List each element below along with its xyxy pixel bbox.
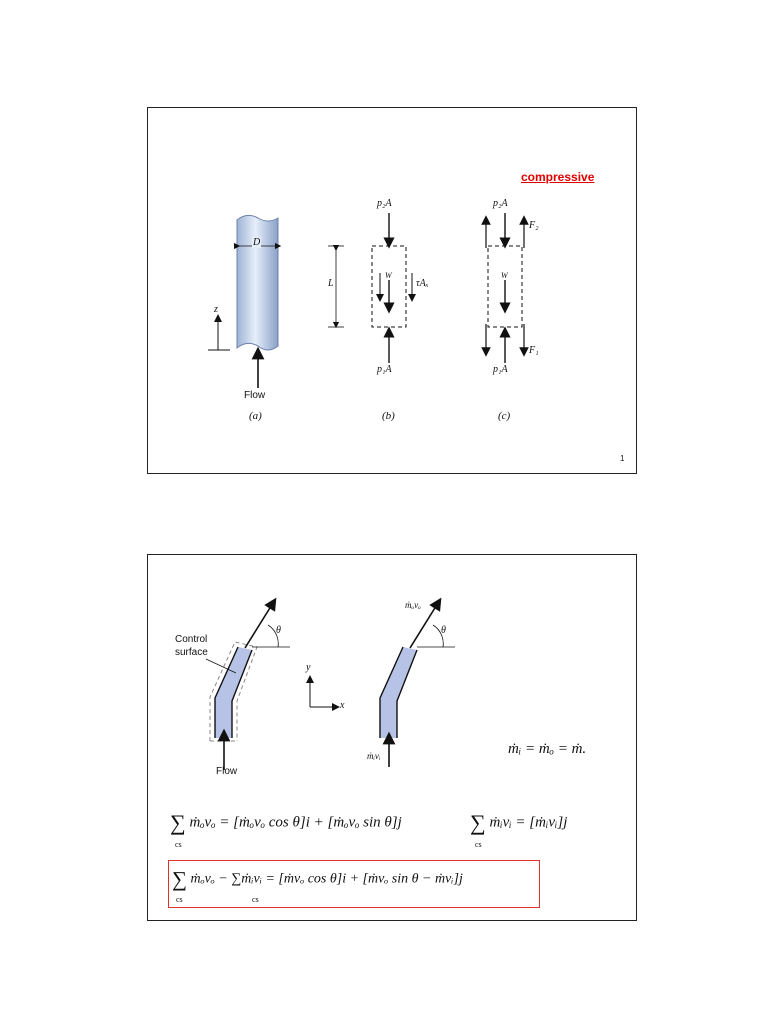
control-surface-label: [175, 633, 208, 659]
control-label-line2: surface: [175, 647, 208, 658]
pipe-body: [237, 215, 278, 350]
weight-label-c: W: [501, 271, 508, 280]
inlet-equation-text: ṁᵢvᵢ = [ṁᵢvᵢ]j: [489, 814, 568, 831]
y-axis-label: y: [306, 662, 311, 673]
page-number: 1: [620, 454, 625, 463]
right-nozzle-fill: [380, 647, 417, 738]
flow-label-a: Flow: [244, 390, 266, 401]
outlet-sum-subscript: cs: [175, 840, 182, 849]
net-momentum-box: [168, 860, 540, 908]
mass-conservation-equation: ṁᵢ = ṁₒ = ṁ.: [508, 741, 587, 757]
net-sum-subscript-2: cs: [252, 895, 259, 904]
caption-c: (c): [498, 410, 511, 422]
left-nozzle-fill: [215, 647, 252, 738]
flow-label-b: Flow: [216, 766, 238, 777]
net-equation-text: ṁₒvₒ − ∑ṁᵢvᵢ = [ṁvₒ cos θ]i + [ṁvₒ sin θ − ṁvᵢ]j: [190, 871, 463, 887]
shear-force-label: τAₓ: [416, 278, 429, 289]
outlet-momentum-equation: ∑ ṁₒvₒ = [ṁₒvₒ cos θ]i + [ṁₒvₒ sin θ]j: [170, 810, 402, 835]
compressive-annotation: compressive: [521, 170, 595, 184]
inlet-sum-subscript: cs: [475, 840, 482, 849]
net-momentum-equation: ∑ ṁₒvₒ − ∑ṁᵢvᵢ = [ṁvₒ cos θ]i + [ṁvₒ sin θ − ṁvᵢ]j: [172, 867, 463, 891]
x-axis-label: x: [340, 700, 345, 711]
angle-label-left: θ: [276, 625, 281, 636]
inlet-momentum-equation: ∑ ṁᵢvᵢ = [ṁᵢvᵢ]j: [470, 810, 568, 835]
z-axis-label: z: [214, 304, 218, 315]
caption-a: (a): [249, 410, 262, 422]
bottom-pressure-force-c: p₁A: [493, 364, 508, 375]
length-label: L: [328, 278, 334, 289]
outlet-equation-text: ṁₒvₒ = [ṁₒvₒ cos θ]i + [ṁₒvₒ sin θ]j: [189, 814, 402, 831]
outlet-momentum-label: ṁₒvₒ: [405, 600, 421, 610]
control-label-line1: Control: [175, 634, 208, 645]
slide-2: [147, 554, 637, 921]
force-f1-label: F₁: [529, 345, 539, 356]
force-f2-label: F₂: [529, 220, 539, 231]
caption-b: (b): [382, 410, 395, 422]
angle-label-right: θ: [441, 625, 446, 636]
slide-1: [147, 107, 637, 474]
net-sum-subscript-1: cs: [176, 895, 183, 904]
weight-label-b: W: [385, 271, 392, 280]
bottom-pressure-force-b: p₁A: [377, 364, 392, 375]
top-pressure-force-b: p₂A: [377, 198, 392, 209]
diameter-label: D: [253, 237, 261, 248]
inlet-momentum-label: ṁᵢvᵢ: [367, 751, 381, 761]
top-pressure-force-c: p₂A: [493, 198, 508, 209]
